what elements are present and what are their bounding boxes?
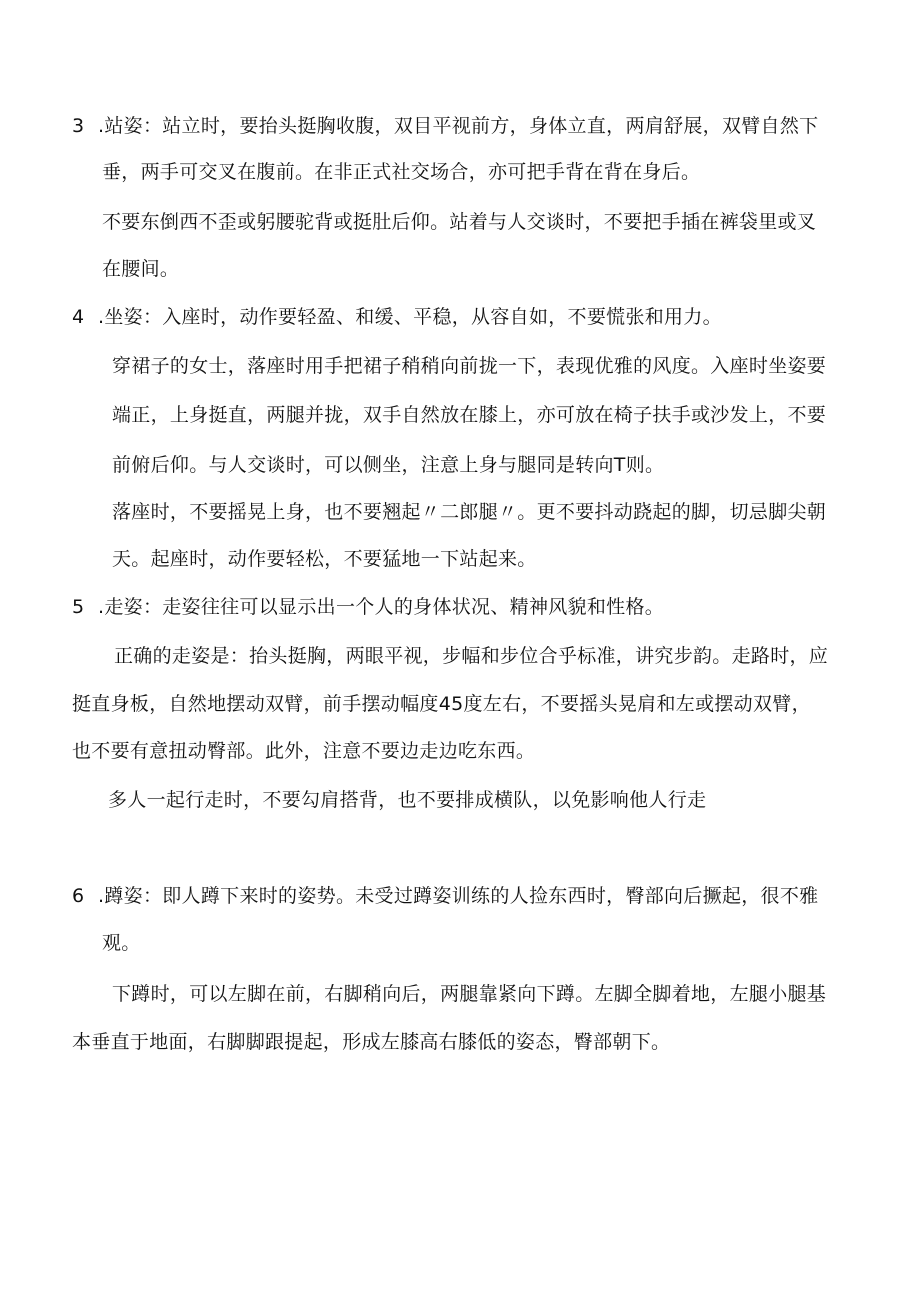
section-4-line-1 [72,303,722,331]
section-6-line-1 [72,882,818,910]
section-5-line-2: 正确的走姿是：抬头挺胸，两眼平视，步幅和步位合乎标准，讲究步韵。走路时，应 [114,645,829,667]
section-3-line-4: 在腰间。 [102,258,180,280]
section-5-line-5: 多人一起行走时，不要勾肩搭背，也不要排成横队，以免影响他人行走 [108,789,707,811]
section-3-line-1 [72,112,818,140]
section-heading-text: .站姿：站立时，要抬头挺胸收腹，双目平视前方，身体立直，两肩舒展，双臂自然下 [98,115,819,137]
section-number: 6 [72,885,85,907]
section-3-line-3: 不要东倒西不歪或躬腰驼背或挺肚后仰。站着与人交谈时，不要把手插在裤袋里或叉 [102,211,817,233]
section-4-line-4: 前俯后仰。与人交谈时，可以侧坐，注意上身与腿同是转向T则。 [112,454,665,476]
section-5-line-3: 挺直身板，自然地摆动双臂，前手摆动幅度45度左右，不要摇头晃肩和左或摆动双臂， [72,693,811,715]
section-4-line-5: 落座时，不要摇晃上身，也不要翘起〃二郎腿〃。更不要抖动跷起的脚，切忌脚尖朝 [112,501,827,523]
section-4-line-3: 端正，上身挺直，两腿并拢，双手自然放在膝上，亦可放在椅子扶手或沙发上，不要 [112,404,827,426]
section-heading-text: .走姿：走姿往往可以显示出一个人的身体状况、精神风貌和性格。 [98,596,665,618]
section-5-line-1 [72,593,664,621]
section-4-line-6: 天。起座时，动作要轻松，不要猛地一下站起来。 [112,548,537,570]
section-6-line-4: 本垂直于地面，右脚脚跟提起，形成左膝高右膝低的姿态，臀部朝下。 [72,1031,671,1053]
section-6-line-2: 观。 [102,932,141,954]
section-5-line-4: 也不要有意扭动臀部。此外，注意不要边走边吃东西。 [72,740,536,762]
section-number: 4 [72,306,85,328]
section-number: 3 [72,115,85,137]
section-heading-text: .坐姿：入座时，动作要轻盈、和缓、平稳，从容自如，不要慌张和用力。 [98,306,722,328]
section-3-line-2: 垂，两手可交叉在腹前。在非正式社交场合，亦可把手背在背在身后。 [102,161,701,183]
section-6-line-3: 下蹲时，可以左脚在前，右脚稍向后，两腿靠紧向下蹲。左脚全脚着地，左腿小腿基 [112,983,827,1005]
section-4-line-2: 穿裙子的女士，落座时用手把裙子稍稍向前拢一下，表现优雅的风度。入座时坐姿要 [112,355,827,377]
section-number: 5 [72,596,85,618]
section-heading-text: .蹲姿：即人蹲下来时的姿势。未受过蹲姿训练的人捡东西时，臀部向后撅起，很不雅 [98,885,819,907]
